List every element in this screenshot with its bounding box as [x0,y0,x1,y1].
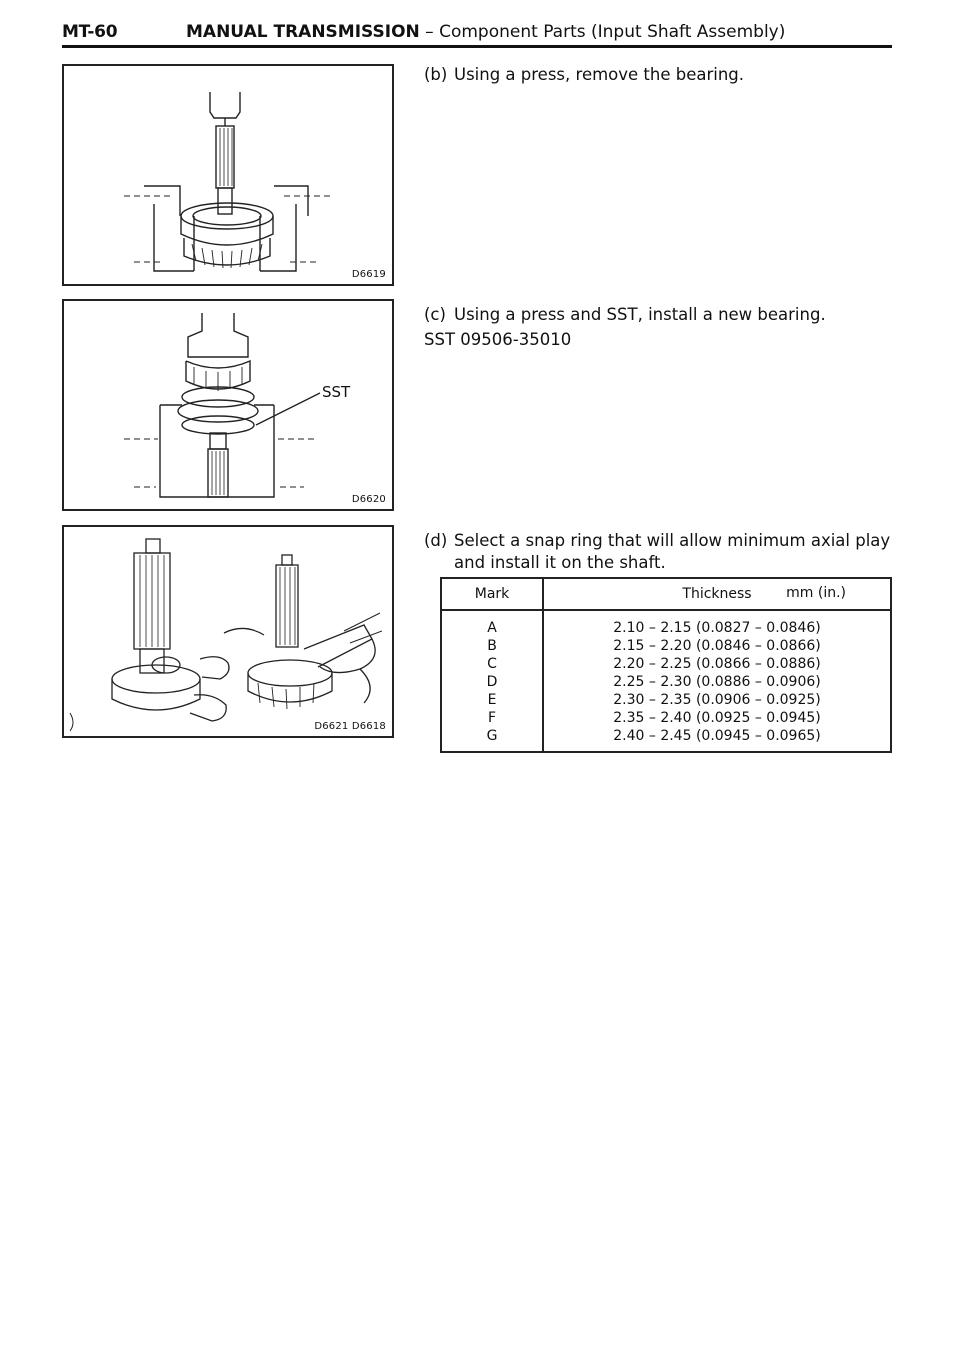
page-title [186,22,785,42]
step-b [424,64,744,86]
header-unit: mm (in.) [786,585,846,601]
step-c [424,304,826,326]
sst-callout: SST [322,383,351,401]
header-mark: Mark [441,578,543,610]
thickness-cell: 2.40 – 2.45 (0.0945 – 0.0965) [613,728,821,744]
header-rule [62,45,892,48]
step-d-marker: (d) [424,531,448,550]
step-d-line2: and install it on the shaft. [454,553,666,572]
press-remove-bearing-illustration [64,66,392,284]
step-d-line1: Select a snap ring that will allow minimum axial play [454,531,891,550]
table-header-row [441,578,891,610]
press-install-bearing-illustration [64,301,392,509]
mark-cell: F [487,710,497,726]
header-thickness: Thickness [682,586,752,602]
figure-install-bearing [62,299,394,511]
figure-id: D6620 [351,494,386,505]
thickness-cell: 2.15 – 2.20 (0.0846 – 0.0866) [613,638,821,654]
thickness-cell: 2.20 – 2.25 (0.0866 – 0.0886) [613,656,821,672]
page-title-rest: – Component Parts (Input Shaft Assembly) [419,22,786,42]
thickness-cell: 2.30 – 2.35 (0.0906 – 0.0925) [613,692,821,708]
thickness-cell: 2.10 – 2.15 (0.0827 – 0.0846) [613,620,821,636]
mark-cell: A [487,620,497,636]
thickness-cell: 2.35 – 2.40 (0.0925 – 0.0945) [613,710,821,726]
figure-snap-ring [62,525,394,738]
figure-id: D6619 [351,269,386,280]
step-b-marker: (b) [424,65,448,84]
mark-cell: B [487,638,497,654]
thickness-cell: 2.25 – 2.30 (0.0886 – 0.0906) [613,674,821,690]
mark-cell: E [487,692,497,708]
snap-ring-table [440,577,892,753]
mark-cell: C [487,656,497,672]
step-c-text: Using a press and SST, install a new bearing. [454,305,826,324]
page-code: MT-60 [62,22,118,42]
step-b-text: Using a press, remove the bearing. [454,65,745,84]
sst-number: SST 09506-35010 [424,330,572,349]
figure-remove-bearing [62,64,394,286]
figure-id: D6621 D6618 [314,721,386,732]
table-body-row [441,610,891,752]
header-thickness-cell [543,578,891,610]
mark-cell: G [486,728,498,744]
page-title-bold: MANUAL TRANSMISSION [186,22,420,42]
step-d [424,530,890,574]
thickness-column [543,610,891,752]
mark-cell: D [486,674,498,690]
step-c-marker: (c) [424,305,446,324]
snap-ring-installation-illustration [64,527,392,736]
mark-column [441,610,543,752]
